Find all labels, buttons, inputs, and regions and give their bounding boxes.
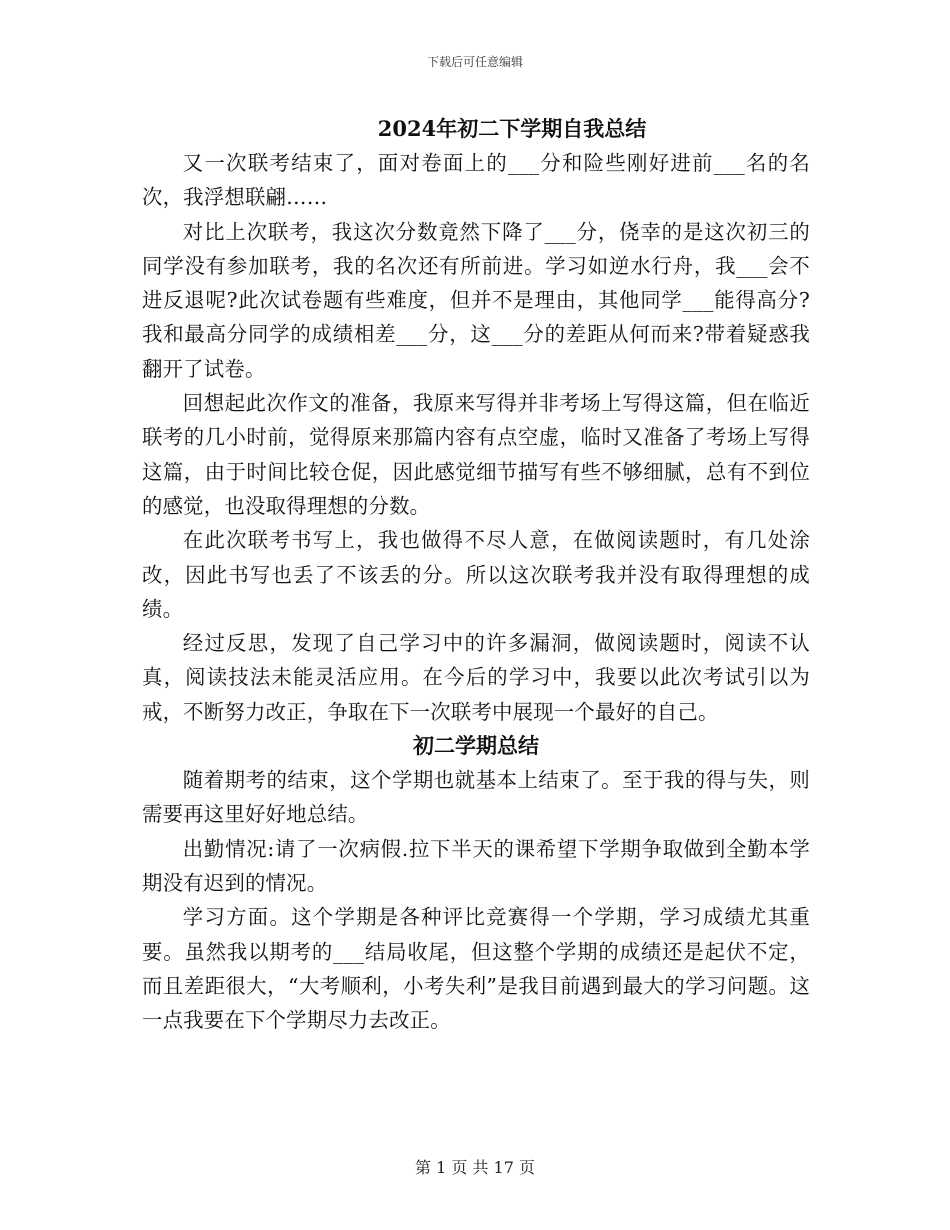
document-title: 2024年初二下学期自我总结 <box>377 116 647 141</box>
paragraph: 出勤情况:请了一次病假.拉下半天的课希望下学期争取做到全勤本学期没有迟到的情况。 <box>142 836 810 895</box>
paragraph: 随着期考的结束，这个学期也就基本上结束了。至于我的得与失，则需要再这里好好地总结。 <box>142 768 810 827</box>
section-title: 初二学期总结 <box>413 733 539 759</box>
document-body <box>142 112 810 1037</box>
paragraph: 在此次联考书写上，我也做得不尽人意，在做阅读题时，有几处涂改，因此书写也丢了不该丢的分。所以这次联考我并没有取得理想的成绩。 <box>142 528 810 621</box>
paragraph: 回想起此次作文的准备，我原来写得并非考场上写得这篇，但在临近联考的几小时前，觉得原来那篇内容有点空虚，临时又准备了考场上写得这篇，由于时间比较仓促，因此感觉细节描写有些不够细腻，总有不到位的感觉，也没取得理想的分数。 <box>142 391 810 518</box>
header-note: 下载后可任意编辑 <box>426 55 523 69</box>
paragraph: 学习方面。这个学期是各种评比竞赛得一个学期，学习成绩尤其重要。虽然我以期考的___结局收尾，但这整个学期的成绩还是起伏不定，而且差距很大，“大考顺利，小考失利”是我目前遇到最大的学习问题。这一点我要在下个学期尽力去改正。 <box>142 905 810 1033</box>
paragraph: 经过反思，发现了自己学习中的许多漏洞，做阅读题时，阅读不认真，阅读技法未能灵活应用。在今后的学习中，我要以此次考试引以为戒，不断努力改正，争取在下一次联考中展现一个最好的自己。 <box>142 631 810 724</box>
paragraph: 又一次联考结束了，面对卷面上的___分和险些刚好进前___名的名次，我浮想联翩…… <box>142 151 810 210</box>
paragraph: 对比上次联考，我这次分数竟然下降了___分，侥幸的是这次初三的同学没有参加联考，我的名次还有所前进。学习如逆水行舟，我___会不进反退呢?此次试卷题有些难度，但并不是理由，其他同学___能得高分?我和最高分同学的成绩相差___分，这___分的差距从何而来?带着疑惑我翻开了试卷。 <box>142 219 810 381</box>
page-indicator: 第 1 页 共 17 页 <box>415 1158 535 1177</box>
